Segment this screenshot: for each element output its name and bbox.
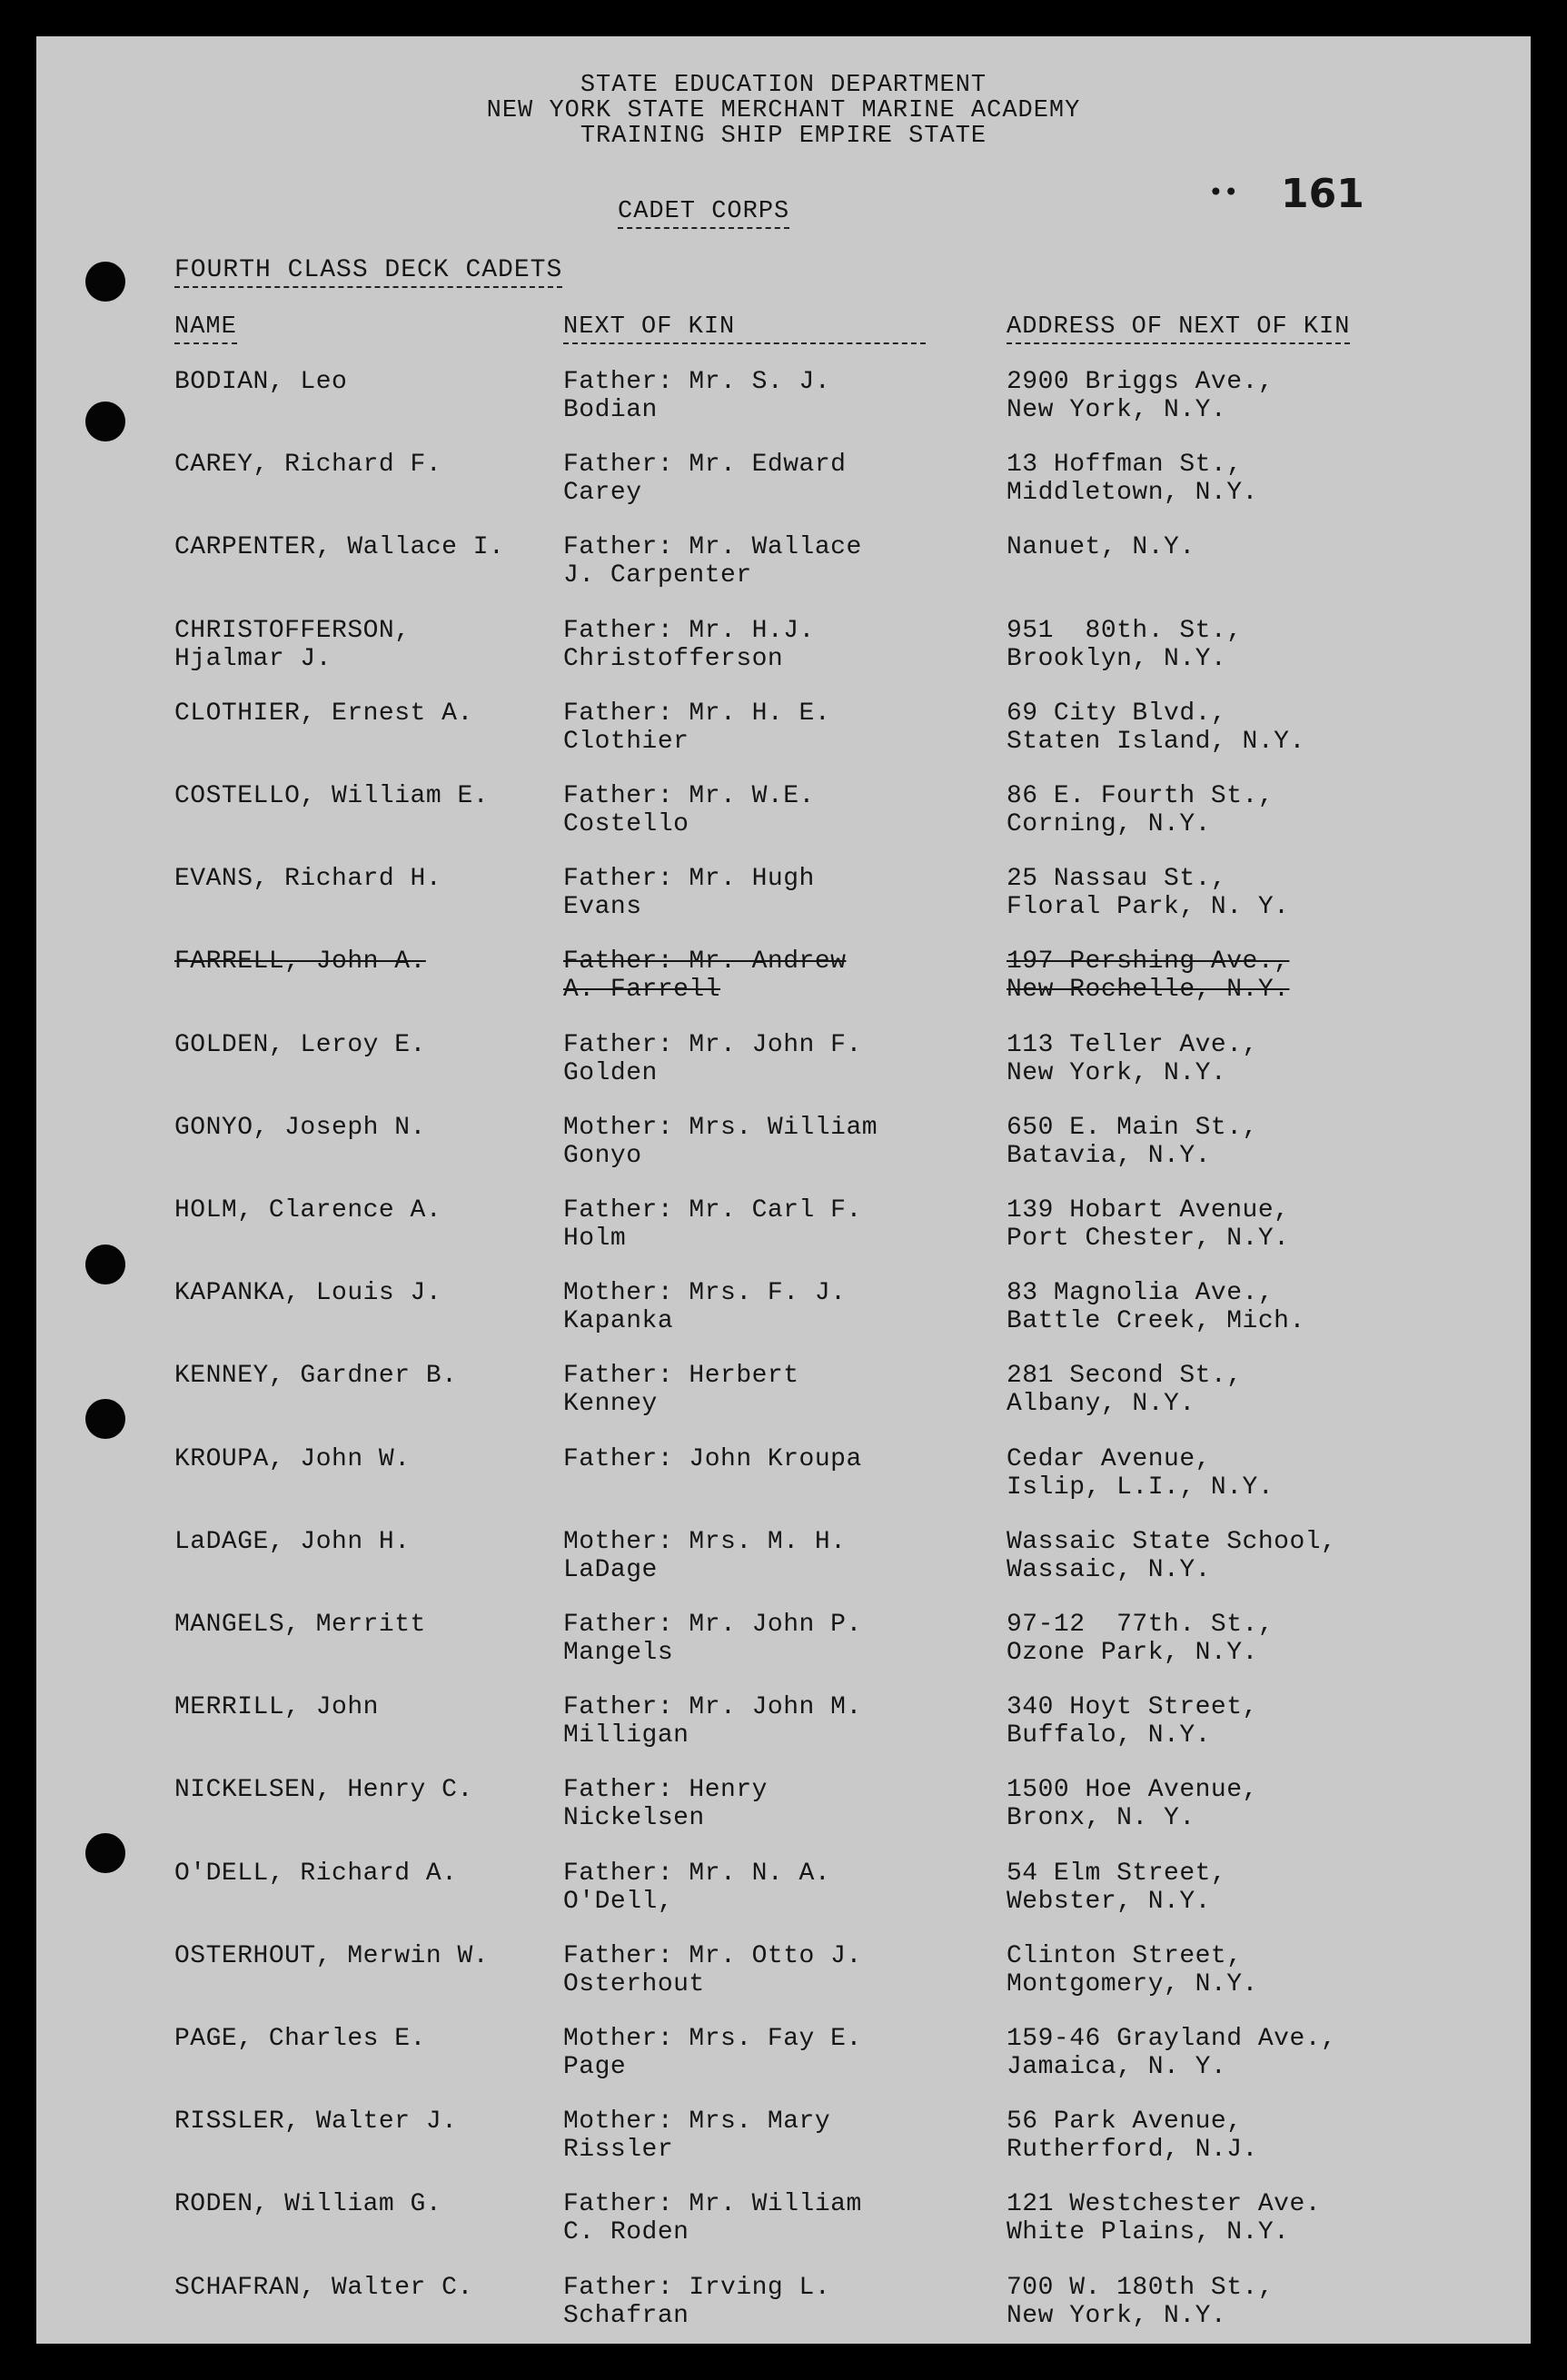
cell-address-line: Port Chester, N.Y. [1007,1225,1290,1253]
cell-name [174,699,473,728]
cell-kin-line: Father: Mr. N. A. [563,1859,831,1888]
cell-kin-line: Father: Mr. Hugh [563,865,815,894]
cell-name [174,2025,426,2053]
table-row [36,1114,1531,1186]
cell-kin-line: O'Dell, [563,1887,674,1916]
cell-address [1007,617,1243,673]
cell-name-line: Hjalmar J. [174,644,332,673]
table-row [36,1362,1531,1434]
cell-address-line: 25 Nassau St., [1007,865,1227,894]
document-page [36,36,1531,2344]
cell-name-line: OSTERHOUT, Merwin W. [174,1941,490,1970]
cell-kin-line: Father: Herbert [563,1362,799,1391]
cell-address-line: 139 Hobart Avenue, [1007,1196,1290,1225]
cell-kin-line: Father: Mr. S. J. [563,368,831,396]
cell-kin [563,451,846,507]
table-row [36,1196,1531,1269]
cell-name-line: SCHAFRAN, Walter C. [174,2273,473,2302]
cell-address [1007,782,1274,838]
cell-address-line: Ozone Park, N.Y. [1007,1639,1258,1667]
cell-name-line: BODIAN, Leo [174,368,348,396]
cell-address-line: 340 Hoyt Street, [1007,1693,1258,1722]
cell-address-line: White Plains, N.Y. [1007,2218,1290,2247]
table-row [36,699,1531,772]
cell-kin-line: Father: Mr. H.J. [563,616,815,645]
cell-name [174,1611,426,1639]
table-row [36,1776,1531,1849]
cell-address [1007,1196,1289,1253]
cell-address-line: Albany, N.Y. [1007,1390,1195,1419]
cell-kin [563,1445,862,1473]
cell-kin-line: C. Roden [563,2218,689,2247]
cell-kin-line: Holm [563,1225,627,1253]
cell-address-line: 86 E. Fourth St., [1007,782,1274,810]
cell-address-line: Bronx, N. Y. [1007,1804,1195,1833]
cell-kin [563,2025,862,2081]
binder-hole [85,262,125,302]
cell-kin-line: Mother: Mrs. William [563,1113,878,1142]
cell-name-line: CAREY, Richard F. [174,451,442,480]
cell-name [174,617,411,673]
cell-kin [563,1942,862,1998]
cell-kin-line: J. Carpenter [563,561,752,590]
cell-name [174,2274,473,2302]
cell-name-line: GONYO, Joseph N. [174,1113,426,1142]
cell-name-line: EVANS, Richard H. [174,865,442,894]
cell-address-line: 700 W. 180th St., [1007,2273,1274,2302]
cell-address [1007,1031,1258,1087]
cell-address-line: Wassaic, N.Y. [1007,1555,1211,1584]
cell-address [1007,1528,1336,1584]
table-row [36,1859,1531,1932]
cell-address [1007,1859,1226,1916]
column-header-name: NAME [174,313,237,344]
cell-kin [563,699,830,756]
cell-name [174,2190,441,2218]
cell-address-line: 951 80th. St., [1007,616,1243,645]
cell-name-line: GOLDEN, Leroy E. [174,1030,426,1059]
cell-address-line: 13 Hoffman St., [1007,451,1243,480]
cell-address [1007,1776,1258,1832]
cell-kin-line: Mother: Mrs. Fay E. [563,2025,862,2053]
cell-kin-line: Page [563,2053,627,2081]
cell-kin-line: Clothier [563,727,689,756]
cell-name [174,1776,473,1804]
cell-kin [563,1528,846,1584]
cell-kin-line: Osterhout [563,1969,705,1998]
cell-kin [563,865,815,921]
cell-address-line: 197 Pershing Ave., [1007,947,1290,977]
cell-address-line: New York, N.Y. [1007,1058,1227,1087]
cell-kin-line: Father: Mr. Edward [563,451,847,480]
cell-address-line: Islip, L.I., N.Y. [1007,1473,1274,1502]
cell-address [1007,1445,1274,1502]
cell-name-line: MERRILL, John [174,1693,379,1722]
cell-kin-line: Father: Mr. H. E. [563,699,831,728]
cell-name-line: CARPENTER, Wallace I. [174,533,505,562]
table-row [36,368,1531,441]
header-line-3: TRAINING SHIP EMPIRE STATE [580,123,987,150]
table-row [36,533,1531,606]
cell-kin [563,2107,830,2164]
cell-name-line: NICKELSEN, Henry C. [174,1776,473,1805]
table-row [36,2107,1531,2180]
cell-kin [563,1859,830,1916]
cell-address [1007,1362,1243,1418]
cell-name-line: RISSLER, Walter J. [174,2107,458,2137]
cell-address-line: Floral Park, N. Y. [1007,893,1290,922]
cell-kin-line: Bodian [563,396,658,424]
cell-name-line: RODEN, William G. [174,2190,442,2219]
cell-kin-line: Father: Mr. W.E. [563,782,815,810]
cell-address-line: Staten Island, N.Y. [1007,727,1305,756]
cell-kin-line: Father: John Kroupa [563,1444,862,1473]
cell-address-line: Brooklyn, N.Y. [1007,644,1227,673]
cell-address-line: 97-12 77th. St., [1007,1611,1274,1639]
cell-address-line: Wassaic State School, [1007,1527,1337,1556]
cell-kin [563,1196,862,1253]
cell-address [1007,1693,1258,1750]
table-row [36,1693,1531,1766]
cell-address [1007,947,1289,1004]
cell-kin-line: Evans [563,893,642,922]
cell-address-line: Batavia, N.Y. [1007,1141,1211,1170]
cell-address [1007,2107,1258,2164]
cell-kin [563,1114,878,1170]
cell-address [1007,2190,1321,2246]
cell-name-line: FARRELL, John A. [174,947,426,977]
cell-address-line: 650 E. Main St., [1007,1113,1258,1142]
cell-name [174,947,426,976]
cell-address [1007,533,1195,561]
cell-kin [563,1693,862,1750]
cell-address-line: Montgomery, N.Y. [1007,1969,1258,1998]
cell-name [174,1362,457,1390]
table-row [36,451,1531,523]
cell-address-line: New Rochelle, N.Y. [1007,976,1290,1005]
corps-title: CADET CORPS [618,198,789,229]
cell-kin-line: Nickelsen [563,1804,705,1833]
table-row [36,1611,1531,1683]
table-row [36,947,1531,1020]
cell-address-line: Nanuet, N.Y. [1007,533,1195,562]
cell-kin [563,617,815,673]
cell-address [1007,2274,1274,2330]
table-row [36,1279,1531,1352]
header-line-2: NEW YORK STATE MERCHANT MARINE ACADEMY [486,97,1081,124]
cell-kin-line: Christofferson [563,644,784,673]
cell-kin [563,1611,862,1667]
cell-kin-line: A. Farrell [563,976,721,1005]
cell-name [174,1445,411,1473]
table-row [36,2190,1531,2263]
cell-kin [563,2190,862,2246]
cell-name [174,1942,489,1970]
cell-name [174,1279,441,1307]
section-title: FOURTH CLASS DECK CADETS [174,256,562,288]
cell-name-line: O'DELL, Richard A. [174,1859,458,1888]
cell-name [174,1196,441,1225]
cell-address-line: New York, N.Y. [1007,396,1227,424]
cell-address-line: Middletown, N.Y. [1007,479,1258,508]
cell-kin-line: Mother: Mrs. M. H. [563,1527,847,1556]
cell-address-line: 113 Teller Ave., [1007,1030,1258,1059]
cell-kin-line: Costello [563,810,689,838]
cell-address [1007,368,1274,424]
cell-kin-line: Father: Mr. John P. [563,1611,862,1639]
cell-address [1007,451,1258,507]
cell-kin-line: Schafran [563,2301,689,2330]
cell-address-line: Rutherford, N.J. [1007,2136,1258,2165]
cell-kin-line: LaDage [563,1555,658,1584]
cell-kin-line: Golden [563,1058,658,1087]
cell-kin-line: Father: Mr. Andrew [563,947,847,977]
cell-address [1007,699,1305,756]
cell-address-line: 83 Magnolia Ave., [1007,1279,1274,1308]
cell-kin [563,947,846,1004]
cell-name-line: CHRISTOFFERSON, [174,616,411,645]
cell-address-line: 1500 Hoe Avenue, [1007,1776,1258,1805]
table-row [36,1528,1531,1601]
table-row [36,2274,1531,2346]
cell-name [174,1528,411,1556]
cell-address-line: Jamaica, N. Y. [1007,2053,1227,2081]
cell-kin-line: Father: Mr. Wallace [563,533,862,562]
cell-name [174,368,347,396]
cell-kin-line: Gonyo [563,1141,642,1170]
cell-name-line: KENNEY, Gardner B. [174,1362,458,1391]
cell-kin-line: Father: Irving L. [563,2273,831,2302]
cell-name-line: LaDAGE, John H. [174,1527,411,1556]
cell-name-line: PAGE, Charles E. [174,2025,426,2053]
cell-name-line: COSTELLO, William E. [174,782,490,810]
cell-address-line: 121 Westchester Ave. [1007,2190,1322,2219]
cell-address-line: 2900 Briggs Ave., [1007,368,1274,396]
cell-name [174,1693,379,1721]
cell-name [174,533,504,561]
cell-kin [563,2274,830,2330]
cell-kin-line: Father: Mr. Otto J. [563,1941,862,1970]
cell-address-line: 159-46 Grayland Ave., [1007,2025,1337,2053]
cell-address-line: Cedar Avenue, [1007,1444,1211,1473]
cell-kin [563,782,815,838]
cell-address-line: Clinton Street, [1007,1941,1243,1970]
cell-kin [563,1362,799,1418]
table-row [36,865,1531,937]
cell-name [174,2107,457,2136]
cell-address-line: 69 City Blvd., [1007,699,1227,728]
cell-address [1007,1114,1258,1170]
cell-kin [563,368,830,424]
cell-kin-line: Kenney [563,1390,658,1419]
cell-name-line: KROUPA, John W. [174,1444,411,1473]
cell-name-line: HOLM, Clarence A. [174,1196,442,1225]
cell-address-line: 281 Second St., [1007,1362,1243,1391]
cell-address-line: 56 Park Avenue, [1007,2107,1243,2137]
cell-name [174,782,489,810]
cell-kin [563,1279,846,1335]
cell-address [1007,1942,1258,1998]
table-row [36,2025,1531,2097]
cell-kin-line: Mangels [563,1639,674,1667]
table-row [36,1031,1531,1104]
table-row [36,782,1531,855]
table-row [36,1942,1531,2015]
cell-kin-line: Father: Mr. John M. [563,1693,862,1722]
cell-kin-line: Father: Mr. John F. [563,1030,862,1059]
cell-name [174,1114,426,1142]
cell-address [1007,1279,1305,1335]
cell-address-line: Corning, N.Y. [1007,810,1211,838]
cell-address-line: 54 Elm Street, [1007,1859,1227,1888]
cell-kin-line: Father: Henry [563,1776,768,1805]
table-row [36,1445,1531,1518]
cell-kin-line: Father: Mr. William [563,2190,862,2219]
cell-kin [563,533,862,590]
header-line-1: STATE EDUCATION DEPARTMENT [580,72,987,99]
column-header-address: ADDRESS OF NEXT OF KIN [1007,313,1350,344]
cell-name-line: CLOTHIER, Ernest A. [174,699,473,728]
cell-kin-line: Milligan [563,1721,689,1750]
cell-address-line: Webster, N.Y. [1007,1887,1211,1916]
cell-address [1007,865,1289,921]
cell-address-line: New York, N.Y. [1007,2301,1227,2330]
cell-kin [563,1031,862,1087]
cell-kin-line: Rissler [563,2136,674,2165]
page-mark: •• [1208,180,1239,208]
cell-address-line: Buffalo, N.Y. [1007,1721,1211,1750]
page-number: 161 [1281,171,1364,217]
cell-kin-line: Carey [563,479,642,508]
cell-address [1007,2025,1336,2081]
column-header-kin: NEXT OF KIN [563,313,926,344]
cell-kin-line: Mother: Mrs. F. J. [563,1279,847,1308]
cell-name-line: MANGELS, Merritt [174,1611,426,1639]
cell-name [174,1031,426,1059]
cell-name [174,451,441,479]
cell-kin-line: Mother: Mrs. Mary [563,2107,831,2137]
cell-kin [563,1776,768,1832]
cell-name [174,865,441,893]
cell-kin-line: Kapanka [563,1307,674,1336]
cell-kin-line: Father: Mr. Carl F. [563,1196,862,1225]
table-row [36,617,1531,689]
cell-address [1007,1611,1274,1667]
cell-name [174,1859,457,1888]
cell-name-line: KAPANKA, Louis J. [174,1279,442,1308]
cell-address-line: Battle Creek, Mich. [1007,1307,1305,1336]
